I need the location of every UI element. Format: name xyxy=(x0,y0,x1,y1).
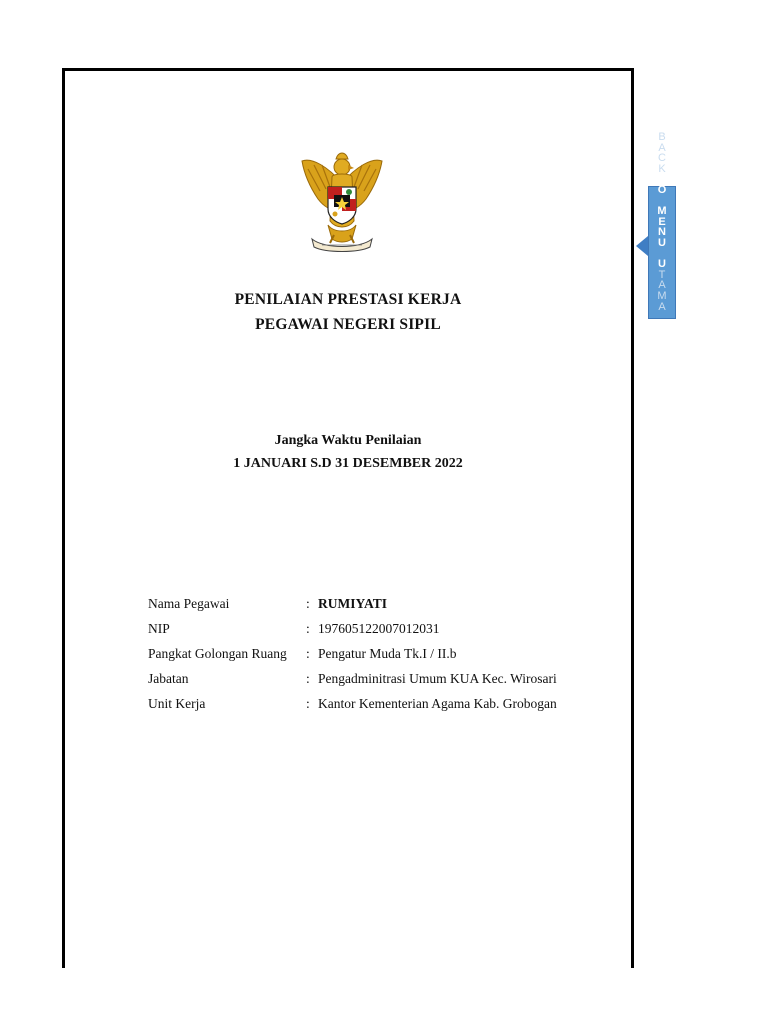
nav-letter: U xyxy=(658,258,666,271)
field-value: Kantor Kementerian Agama Kab. Grobogan xyxy=(318,695,557,711)
nav-letter: K xyxy=(658,162,666,175)
nav-letter: U xyxy=(658,236,666,249)
employee-info-table xyxy=(148,591,557,716)
field-label: NIP xyxy=(148,620,170,636)
document-title-line-1: PENILAIAN PRESTASI KERJA xyxy=(234,291,462,308)
nav-letter: A xyxy=(658,141,666,154)
nav-letter: C xyxy=(658,152,666,165)
employee-row-nip xyxy=(148,616,557,641)
field-colon: : xyxy=(306,695,310,711)
garuda-emblem-icon xyxy=(298,147,386,253)
field-value: RUMIYATI xyxy=(318,595,388,611)
nav-letter: M xyxy=(657,289,667,302)
nav-letter: O xyxy=(657,183,667,196)
field-label: Nama Pegawai xyxy=(148,595,230,611)
period-range: 1 JANUARI S.D 31 DESEMBER 2022 xyxy=(233,456,463,471)
nav-letter: M xyxy=(657,205,667,218)
nav-letter: A xyxy=(658,300,666,313)
nav-letter: T xyxy=(658,173,666,186)
nav-letter: T xyxy=(658,268,666,281)
employee-row-unit xyxy=(148,691,557,716)
field-label: Jabatan xyxy=(148,670,189,686)
field-colon: : xyxy=(306,645,310,661)
field-value: 197605122007012031 xyxy=(318,620,440,636)
arrow-left-icon xyxy=(636,236,648,256)
field-value: Pengadminitrasi Umum KUA Kec. Wirosari xyxy=(318,670,557,686)
back-to-menu-label[interactable] xyxy=(648,132,676,312)
nav-letter: E xyxy=(658,215,666,228)
employee-row-name xyxy=(148,591,557,616)
field-colon: : xyxy=(306,670,310,686)
document-page xyxy=(62,68,634,968)
field-label: Unit Kerja xyxy=(148,695,206,711)
field-colon: : xyxy=(306,620,310,636)
employee-row-rank xyxy=(148,641,557,666)
field-colon: : xyxy=(306,595,310,611)
field-value: Pengatur Muda Tk.I / II.b xyxy=(318,645,457,661)
nav-letter: N xyxy=(658,226,666,239)
period-label: Jangka Waktu Penilaian xyxy=(274,433,422,448)
employee-row-position xyxy=(148,666,557,691)
nav-letter: A xyxy=(658,279,666,292)
nav-letter: B xyxy=(658,131,666,143)
field-label: Pangkat Golongan Ruang xyxy=(148,645,287,661)
document-title-line-2: PEGAWAI NEGERI SIPIL xyxy=(255,316,441,333)
back-to-main-menu-button[interactable] xyxy=(636,128,682,378)
